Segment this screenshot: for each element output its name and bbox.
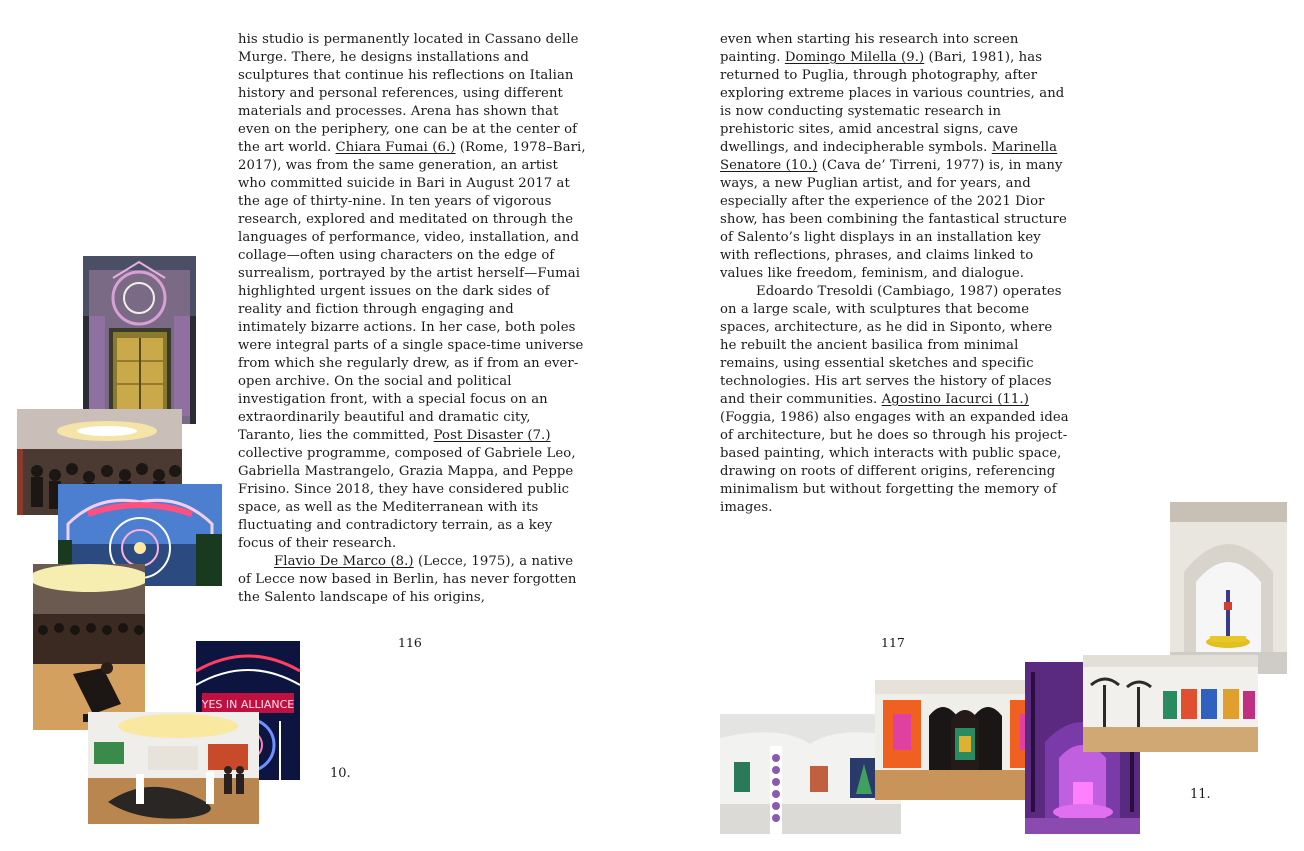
right-paragraph-1 [720,31,1070,283]
link-post-disaster[interactable]: Post Disaster (7.) [433,428,551,443]
left-paragraph-1 [238,31,586,553]
svg-text:YES IN ALLIANCE: YES IN ALLIANCE [201,698,295,711]
left-page-text [238,31,586,607]
figure-label-11: 11. [1190,787,1211,802]
body-text: (Lecce, 1975), a native of Lecce now based in Berlin, has never forgotten the Salento landscape of his origins, [238,554,577,605]
body-text: his studio is permanently located in Cassano delle Murge. There, he designs installations and sculptures that continue his reflections on Italian history and personal references, using different materials and processes. Arena has shown that even on the periphery, one can be at the center of the art world. [238,32,579,155]
white-gallery-photo [720,714,901,834]
body-text: even when starting his research into screen painting. [720,32,1019,65]
right-page-text [720,31,1070,517]
body-text: (Rome, 1978–Bari, 2017), was from the same generation, an artist who committed suicide in Bari in August 2017 at the age of thirty-nine. In ten years of vigorous research, explored and meditated on through the languages of performance, video, installation, and collage—often using characters on the edge of surrealism, portrayed by the artist herself—Fumai highlighted urgent issues on the dark sides of reality and fiction through engaging and intimately bizarre actions. In her case, both poles were integral parts of a single space-time universe from which she regularly drew, as if from an ever-open archive. On the social and political investigation front, with a special focus on an extraordinarily beautiful and dramatic city, Taranto, lies the committed, [238,140,586,443]
body-text: collective programme, composed of Gabriele Leo, Gabriella Mastrangelo, Grazia Mappa, and Peppe Frisino. Since 2018, they have considered public space, as well as the Mediterranean with its fluctuating and contradictory terrain, as a key focus of their research. [238,446,576,551]
performance-crowd-photo [33,564,145,730]
arched-hall-sculpture-photo [1170,502,1287,674]
link-marinella-senatore[interactable]: Marinella Senatore (10.) [720,140,1058,173]
luminarie-portal-photo [83,256,196,424]
gallery-installation-photo [88,712,259,824]
link-chiara-fumai[interactable]: Chiara Fumai (6.) [335,140,456,155]
body-text: Edoardo Tresoldi (Cambiago, 1987) operates on a large scale, with sculptures that become spaces, architecture, as he did in Siponto, where he rebuilt the ancient basilica from minimal remains, using essential sketches and specific technologies. His art serves the history of places and their communities. [720,284,1062,407]
page-number-right: 117 [881,635,905,650]
link-domingo-milella[interactable]: Domingo Milella (9.) [784,50,925,65]
right-paragraph-2 [720,283,1070,517]
left-paragraph-2 [238,553,586,607]
body-text: (Bari, 1981), has returned to Puglia, through photography, after exploring extreme places in various countries, and is now conducting systematic research in prehistoric sites, amid ancestral signs, cave dwellings, and indecipherable symbols. [720,50,1065,155]
palm-paintings-gallery-photo [1083,655,1258,752]
page-number-left: 116 [398,635,422,650]
link-flavio-de-marco[interactable]: Flavio De Marco (8.) [274,554,414,569]
body-text: (Foggia, 1986) also engages with an expanded idea of architecture, but he does so through his project-based painting, which interacts with public space, drawing on roots of different origins, referencing minimalism but without forgetting the memory of images. [720,410,1069,515]
body-text: (Cava de’ Tirreni, 1977) is, in many ways, a new Puglian artist, and for years, and especially after the experience of the 2021 Dior show, has been combining the fantastical structure of Salento’s light displays in an installation key with reflections, phrases, and claims linked to values like freedom, feminism, and dialogue. [720,158,1067,281]
figure-label-10: 10. [330,766,351,781]
link-agostino-iacurci[interactable]: Agostino Iacurci (11.) [881,392,1029,407]
